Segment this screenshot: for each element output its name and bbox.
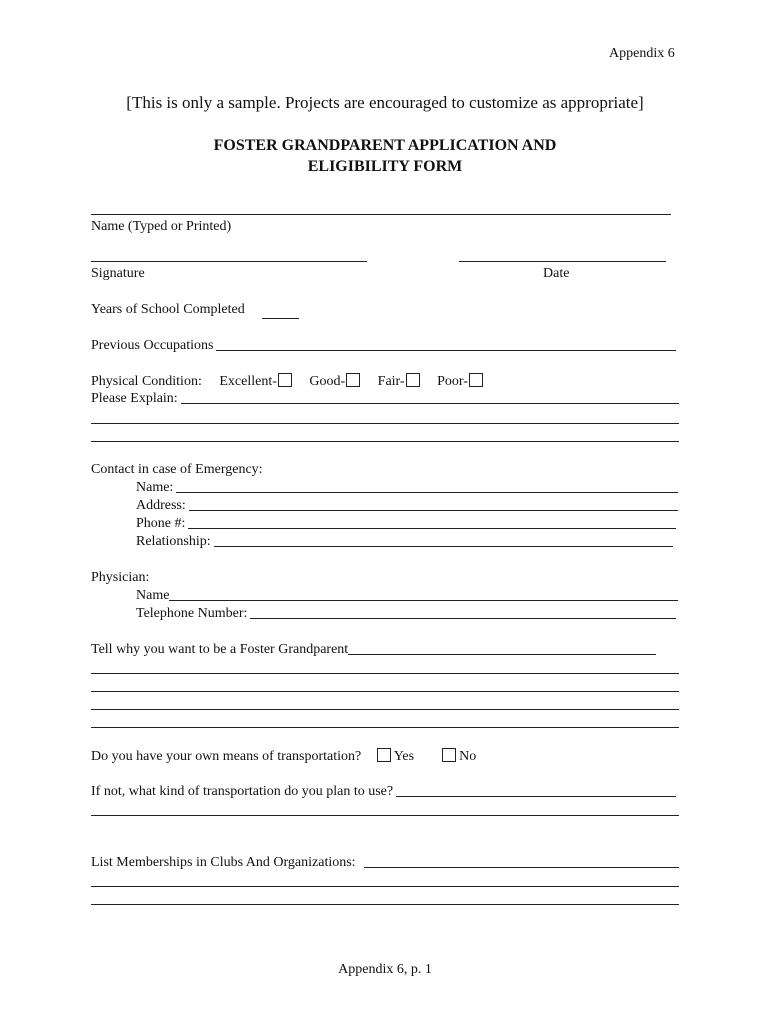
transport-row [91,748,476,765]
physical-condition-row [91,373,483,390]
please-explain-label: Please Explain: [91,391,178,406]
physician-phone-row [136,606,676,622]
please-explain-row [91,391,679,407]
memberships-line-2[interactable] [91,886,679,887]
emergency-name-row [136,480,678,496]
emergency-name-field[interactable] [176,492,678,493]
transport-question: Do you have your own means of transportation? [91,749,362,764]
memberships-row [91,855,679,871]
page-footer: Appendix 6, p. 1 [338,962,432,977]
why-line-2[interactable] [91,673,679,674]
emergency-phone-row [136,516,676,532]
emergency-phone-field[interactable] [188,528,676,529]
condition-good-label: Good- [309,374,346,389]
condition-fair-label: Fair- [377,374,405,389]
condition-excellent [219,374,292,389]
please-explain-line-3[interactable] [91,441,679,442]
signature-field[interactable] [91,261,367,262]
why-field[interactable] [348,654,656,655]
emergency-phone-label: Phone #: [136,516,186,531]
years-school-field[interactable] [262,318,299,319]
previous-occupations-label: Previous Occupations [91,338,214,353]
why-line-4[interactable] [91,709,679,710]
transport-yes-label: Yes [393,749,415,764]
transport-no-label: No [459,749,477,764]
emergency-relationship-row [136,534,673,550]
previous-occupations-field[interactable] [216,350,676,351]
why-label: Tell why you want to be a Foster Grandparent [91,642,349,657]
memberships-label: List Memberships in Clubs And Organizations: [91,855,356,870]
years-school-label: Years of School Completed [91,302,245,317]
emergency-address-row [136,498,678,514]
physician-name-field[interactable] [169,600,678,601]
transport-plan-label: If not, what kind of transportation do you plan to use? [91,784,394,799]
physical-condition-label: Physical Condition: [91,374,202,389]
physician-phone-label: Telephone Number: [136,606,248,621]
date-field[interactable] [459,261,666,262]
appendix-header: Appendix 6 [609,46,675,61]
physician-name-row [136,588,678,604]
memberships-field[interactable] [364,867,679,868]
name-label: Name (Typed or Printed) [91,219,232,234]
condition-fair-checkbox[interactable] [406,373,420,387]
please-explain-field[interactable] [181,403,679,404]
form-title-line1: FOSTER GRANDPARENT APPLICATION AND [213,137,557,154]
why-line-5[interactable] [91,727,679,728]
please-explain-line-2[interactable] [91,423,679,424]
transport-yes-checkbox[interactable] [377,748,391,762]
condition-poor [437,374,483,389]
form-title-line2: ELIGIBILITY FORM [307,158,463,175]
transport-plan-field[interactable] [396,796,676,797]
emergency-address-field[interactable] [189,510,678,511]
transport-plan-line-2[interactable] [91,815,679,816]
signature-label: Signature [91,266,145,281]
condition-good [309,374,360,389]
condition-fair [378,374,420,389]
why-line-3[interactable] [91,691,679,692]
emergency-relationship-field[interactable] [214,546,673,547]
memberships-line-3[interactable] [91,904,679,905]
why-row [91,642,656,658]
condition-good-checkbox[interactable] [346,373,360,387]
emergency-label: Contact in case of Emergency: [91,462,263,477]
date-label: Date [543,266,570,281]
sample-notice: [This is only a sample. Projects are encouraged to customize as appropriate] [126,93,644,112]
name-field[interactable] [91,214,671,215]
previous-occupations-row [91,338,676,354]
physician-name-label: Name [136,588,170,603]
transport-plan-row [91,784,676,800]
condition-poor-checkbox[interactable] [469,373,483,387]
physician-label: Physician: [91,570,150,585]
condition-excellent-checkbox[interactable] [278,373,292,387]
emergency-relationship-label: Relationship: [136,534,211,549]
physician-phone-field[interactable] [250,618,676,619]
transport-no-checkbox[interactable] [442,748,456,762]
condition-excellent-label: Excellent- [219,374,277,389]
emergency-address-label: Address: [136,498,186,513]
emergency-name-label: Name: [136,480,174,495]
condition-poor-label: Poor- [437,374,468,389]
